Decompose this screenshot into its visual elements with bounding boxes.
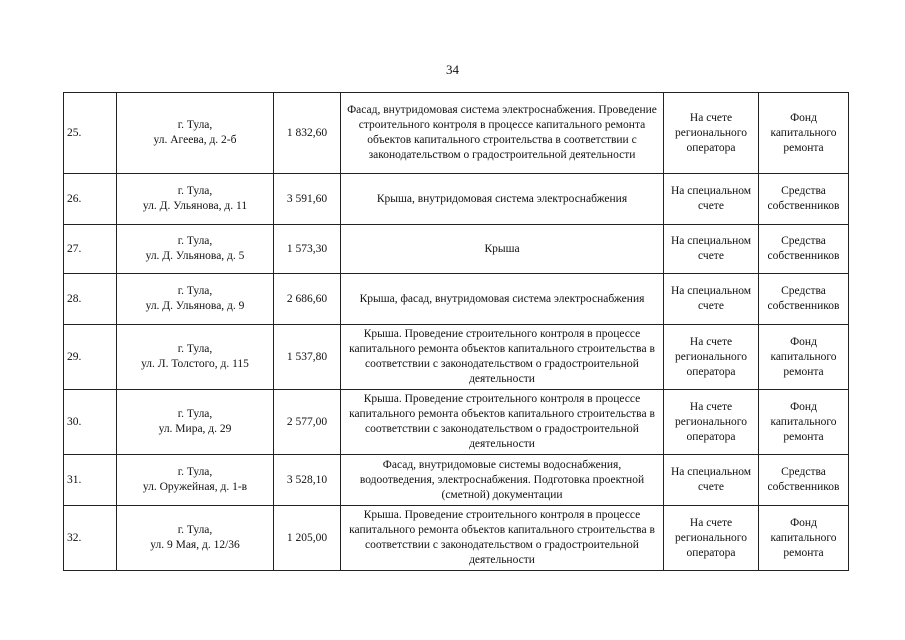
funding-source-cell: Средства собственников xyxy=(759,225,849,274)
address-city: г. Тула, xyxy=(177,285,213,297)
works-cell: Крыша. Проведение строительного контроля в процессе капитального ремонта объектов капитального строительства в соответствии с законодательством о градостроительной деятельности xyxy=(341,390,664,455)
funding-source-cell: Средства собственников xyxy=(759,174,849,225)
area-cell: 1 205,00 xyxy=(274,506,341,571)
row-number: 31. xyxy=(64,455,117,506)
area-cell: 2 686,60 xyxy=(274,274,341,325)
works-cell: Фасад, внутридомовая система электроснабжения. Проведение строительного контроля в процессе капитального ремонта объектов капитального строительства в соответствии с законодательством о градостроительной деятельности xyxy=(341,93,664,174)
table-row xyxy=(64,93,849,174)
address-city: г. Тула, xyxy=(177,185,213,197)
address-cell xyxy=(117,455,274,506)
table-row xyxy=(64,506,849,571)
address-cell xyxy=(117,506,274,571)
area-cell: 1 573,30 xyxy=(274,225,341,274)
area-cell: 2 577,00 xyxy=(274,390,341,455)
address-cell xyxy=(117,93,274,174)
address-street: ул. Д. Ульянова, д. 11 xyxy=(142,200,248,212)
address-cell xyxy=(117,325,274,390)
funding-source-cell: Фонд капитального ремонта xyxy=(759,390,849,455)
repair-works-table xyxy=(63,92,849,571)
address-city: г. Тула, xyxy=(177,408,213,420)
page-number: 34 xyxy=(446,62,459,77)
address-cell xyxy=(117,274,274,325)
address-city: г. Тула, xyxy=(177,119,213,131)
address-city: г. Тула, xyxy=(177,343,213,355)
area-cell: 1 832,60 xyxy=(274,93,341,174)
address-street: ул. Мира, д. 29 xyxy=(158,423,232,435)
table-row xyxy=(64,174,849,225)
address-city: г. Тула, xyxy=(177,524,213,536)
row-number: 30. xyxy=(64,390,117,455)
address-street: ул. Д. Ульянова, д. 5 xyxy=(145,250,245,262)
funding-source-cell: Фонд капитального ремонта xyxy=(759,93,849,174)
address-street: ул. Л. Толстого, д. 115 xyxy=(141,358,249,370)
address-street: ул. Д. Ульянова, д. 9 xyxy=(145,300,245,312)
table-row xyxy=(64,325,849,390)
address-street: ул. Оружейная, д. 1-в xyxy=(142,481,248,493)
area-cell: 3 591,60 xyxy=(274,174,341,225)
works-cell: Крыша xyxy=(341,225,664,274)
address-cell xyxy=(117,225,274,274)
funding-source-cell: Средства собственников xyxy=(759,274,849,325)
row-number: 32. xyxy=(64,506,117,571)
table-row xyxy=(64,225,849,274)
address-cell xyxy=(117,390,274,455)
row-number: 28. xyxy=(64,274,117,325)
area-cell: 3 528,10 xyxy=(274,455,341,506)
table-row xyxy=(64,274,849,325)
address-street: ул. 9 Мая, д. 12/36 xyxy=(150,539,240,551)
row-number: 26. xyxy=(64,174,117,225)
account-type-cell: На счете регионального оператора xyxy=(664,390,759,455)
address-city: г. Тула, xyxy=(177,466,213,478)
account-type-cell: На счете регионального оператора xyxy=(664,506,759,571)
row-number: 25. xyxy=(64,93,117,174)
works-cell: Фасад, внутридомовые системы водоснабжения, водоотведения, электроснабжения. Подготовка проектной (сметной) документации xyxy=(341,455,664,506)
account-type-cell: На счете регионального оператора xyxy=(664,93,759,174)
works-cell: Крыша. Проведение строительного контроля в процессе капитального ремонта объектов капитального строительства в соответствии с законодательством о градостроительной деятельности xyxy=(341,325,664,390)
row-number: 29. xyxy=(64,325,117,390)
account-type-cell: На специальном счете xyxy=(664,274,759,325)
address-street: ул. Агеева, д. 2-б xyxy=(153,134,237,146)
funding-source-cell: Средства собственников xyxy=(759,455,849,506)
area-cell: 1 537,80 xyxy=(274,325,341,390)
address-cell xyxy=(117,174,274,225)
works-cell: Крыша, фасад, внутридомовая система электроснабжения xyxy=(341,274,664,325)
funding-source-cell: Фонд капитального ремонта xyxy=(759,506,849,571)
row-number: 27. xyxy=(64,225,117,274)
account-type-cell: На счете регионального оператора xyxy=(664,325,759,390)
works-cell: Крыша, внутридомовая система электроснабжения xyxy=(341,174,664,225)
table-row xyxy=(64,390,849,455)
account-type-cell: На специальном счете xyxy=(664,455,759,506)
table-row xyxy=(64,455,849,506)
works-cell: Крыша. Проведение строительного контроля в процессе капитального ремонта объектов капитального строительства в соответствии с законодательством о градостроительной деятельности xyxy=(341,506,664,571)
account-type-cell: На специальном счете xyxy=(664,174,759,225)
address-city: г. Тула, xyxy=(177,235,213,247)
funding-source-cell: Фонд капитального ремонта xyxy=(759,325,849,390)
account-type-cell: На специальном счете xyxy=(664,225,759,274)
